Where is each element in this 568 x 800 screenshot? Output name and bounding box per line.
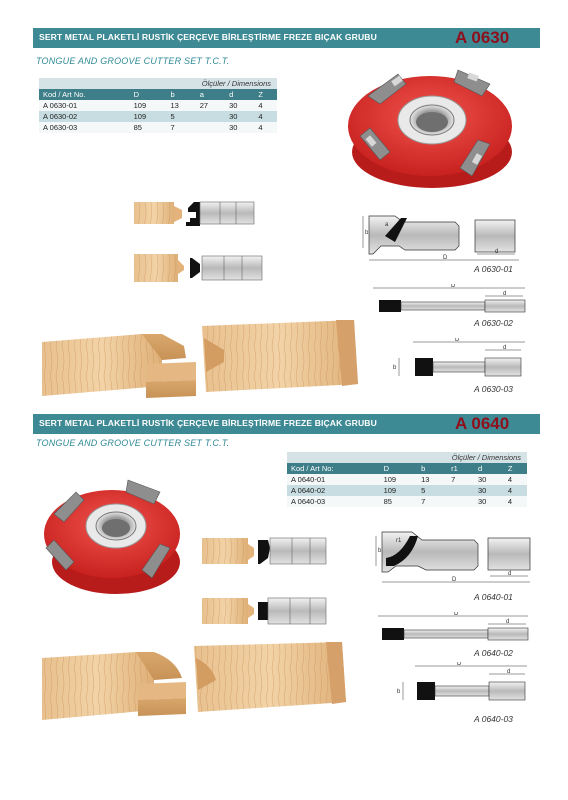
dim-label-D: D — [443, 255, 448, 261]
table-cell — [196, 111, 225, 122]
dim-label-D: D — [455, 338, 460, 343]
dim-label-D: D — [451, 284, 456, 289]
profile-icon-1 — [130, 196, 260, 236]
profile-icon-4 — [198, 592, 333, 630]
profile-icon-3 — [198, 534, 333, 574]
table-row — [39, 100, 277, 111]
table-row — [287, 496, 527, 507]
table-cell: 4 — [504, 474, 527, 485]
dim-label-b: b — [397, 689, 401, 695]
table-cell: 13 — [417, 474, 447, 485]
table-caption: Ölçüler / Dimensions — [287, 452, 527, 463]
technical-drawing-a0640-01 — [370, 528, 535, 590]
drawing-label: A 0630-02 — [474, 318, 513, 328]
table-cell — [196, 122, 225, 133]
table-cell: 5 — [166, 111, 195, 122]
table-header: D — [380, 463, 418, 474]
technical-drawing-a0640-02 — [370, 612, 535, 646]
table-cell: 13 — [166, 100, 195, 111]
dim-label-b: b — [365, 230, 369, 236]
table-cell: 30 — [225, 122, 254, 133]
dimensions-table-a0640 — [287, 452, 527, 507]
table-cell: 4 — [254, 100, 277, 111]
cutter-photo-a0640 — [36, 470, 186, 600]
drawing-label: A 0640-01 — [474, 592, 513, 602]
table-cell: A 0630-03 — [39, 122, 130, 133]
table-cell: 7 — [166, 122, 195, 133]
table-cell: A 0640-01 — [287, 474, 380, 485]
table-cell: 30 — [474, 485, 504, 496]
technical-drawing-a0630-02 — [365, 284, 535, 318]
drawing-label: A 0640-03 — [474, 714, 513, 724]
table-header: Z — [254, 89, 277, 100]
table-cell — [447, 496, 474, 507]
table-cell: 30 — [474, 496, 504, 507]
dim-label-b: b — [393, 365, 397, 371]
table-cell: A 0630-02 — [39, 111, 130, 122]
table-cell: 85 — [380, 496, 418, 507]
table-row — [39, 111, 277, 122]
dim-label-D: D — [452, 577, 457, 583]
product-code: A 0630 — [455, 28, 510, 47]
section-title: SERT METAL PLAKETLİ RUSTİK ÇERÇEVE BİRLEŞTİRME FREZE BIÇAK GRUBU — [39, 418, 377, 428]
section-title: SERT METAL PLAKETLİ RUSTİK ÇERÇEVE BİRLEŞTİRME FREZE BIÇAK GRUBU — [39, 32, 377, 42]
table-cell: 85 — [130, 122, 167, 133]
dim-label-d: d — [507, 669, 511, 675]
dim-label-D: D — [457, 662, 462, 667]
dim-label-r1: r1 — [396, 538, 402, 544]
drawing-label: A 0630-01 — [474, 264, 513, 274]
section-header-a0640 — [33, 414, 540, 434]
table-cell: 109 — [380, 485, 418, 496]
table-cell — [447, 485, 474, 496]
table-cell: A 0640-03 — [287, 496, 380, 507]
table-header: Kod / Art No. — [39, 89, 130, 100]
profile-icon-2 — [130, 250, 270, 288]
table-cell: 7 — [447, 474, 474, 485]
technical-drawing-a0640-03 — [395, 662, 535, 704]
dim-label-d: d — [503, 291, 507, 297]
table-row — [39, 122, 277, 133]
dimensions-table-a0630 — [39, 78, 277, 133]
technical-drawing-a0630-01 — [355, 208, 535, 270]
table-cell: 4 — [254, 122, 277, 133]
drawing-label: A 0630-03 — [474, 384, 513, 394]
table-header: b — [417, 463, 447, 474]
section-subtitle: TONGUE AND GROOVE CUTTER SET T.C.T. — [36, 56, 230, 66]
wood-joint-illustration-2 — [36, 638, 356, 728]
section-header-a0630 — [33, 28, 540, 48]
table-header: b — [166, 89, 195, 100]
table-row — [287, 474, 527, 485]
table-header: d — [225, 89, 254, 100]
dim-label-d: d — [503, 345, 507, 351]
table-cell: 109 — [130, 100, 167, 111]
drawing-label: A 0640-02 — [474, 648, 513, 658]
table-cell: 30 — [225, 100, 254, 111]
table-cell: 7 — [417, 496, 447, 507]
table-cell: 4 — [254, 111, 277, 122]
table-header: a — [196, 89, 225, 100]
table-header: r1 — [447, 463, 474, 474]
table-header: D — [130, 89, 167, 100]
dim-label-D: D — [454, 612, 459, 617]
table-cell: 4 — [504, 485, 527, 496]
technical-drawing-a0630-03 — [385, 338, 535, 380]
table-header: Z — [504, 463, 527, 474]
wood-joint-illustration-1 — [36, 316, 366, 406]
table-cell: 30 — [474, 474, 504, 485]
cutter-photo-a0630 — [340, 56, 520, 196]
dim-label-b: b — [378, 548, 382, 554]
table-cell: 30 — [225, 111, 254, 122]
table-cell: 27 — [196, 100, 225, 111]
table-cell: 109 — [380, 474, 418, 485]
table-cell: A 0630-01 — [39, 100, 130, 111]
section-subtitle: TONGUE AND GROOVE CUTTER SET T.C.T. — [36, 438, 230, 448]
table-header: d — [474, 463, 504, 474]
table-cell: 5 — [417, 485, 447, 496]
table-row — [287, 485, 527, 496]
product-code: A 0640 — [455, 414, 510, 433]
table-cell: A 0640-02 — [287, 485, 380, 496]
dim-label-d: d — [506, 619, 510, 625]
table-cell: 109 — [130, 111, 167, 122]
dim-label-d: d — [508, 571, 512, 577]
dim-label-a: a — [385, 222, 389, 228]
table-caption: Ölçüler / Dimensions — [39, 78, 277, 89]
dim-label-d: d — [495, 249, 499, 255]
table-cell: 4 — [504, 496, 527, 507]
table-header: Kod / Art No: — [287, 463, 380, 474]
